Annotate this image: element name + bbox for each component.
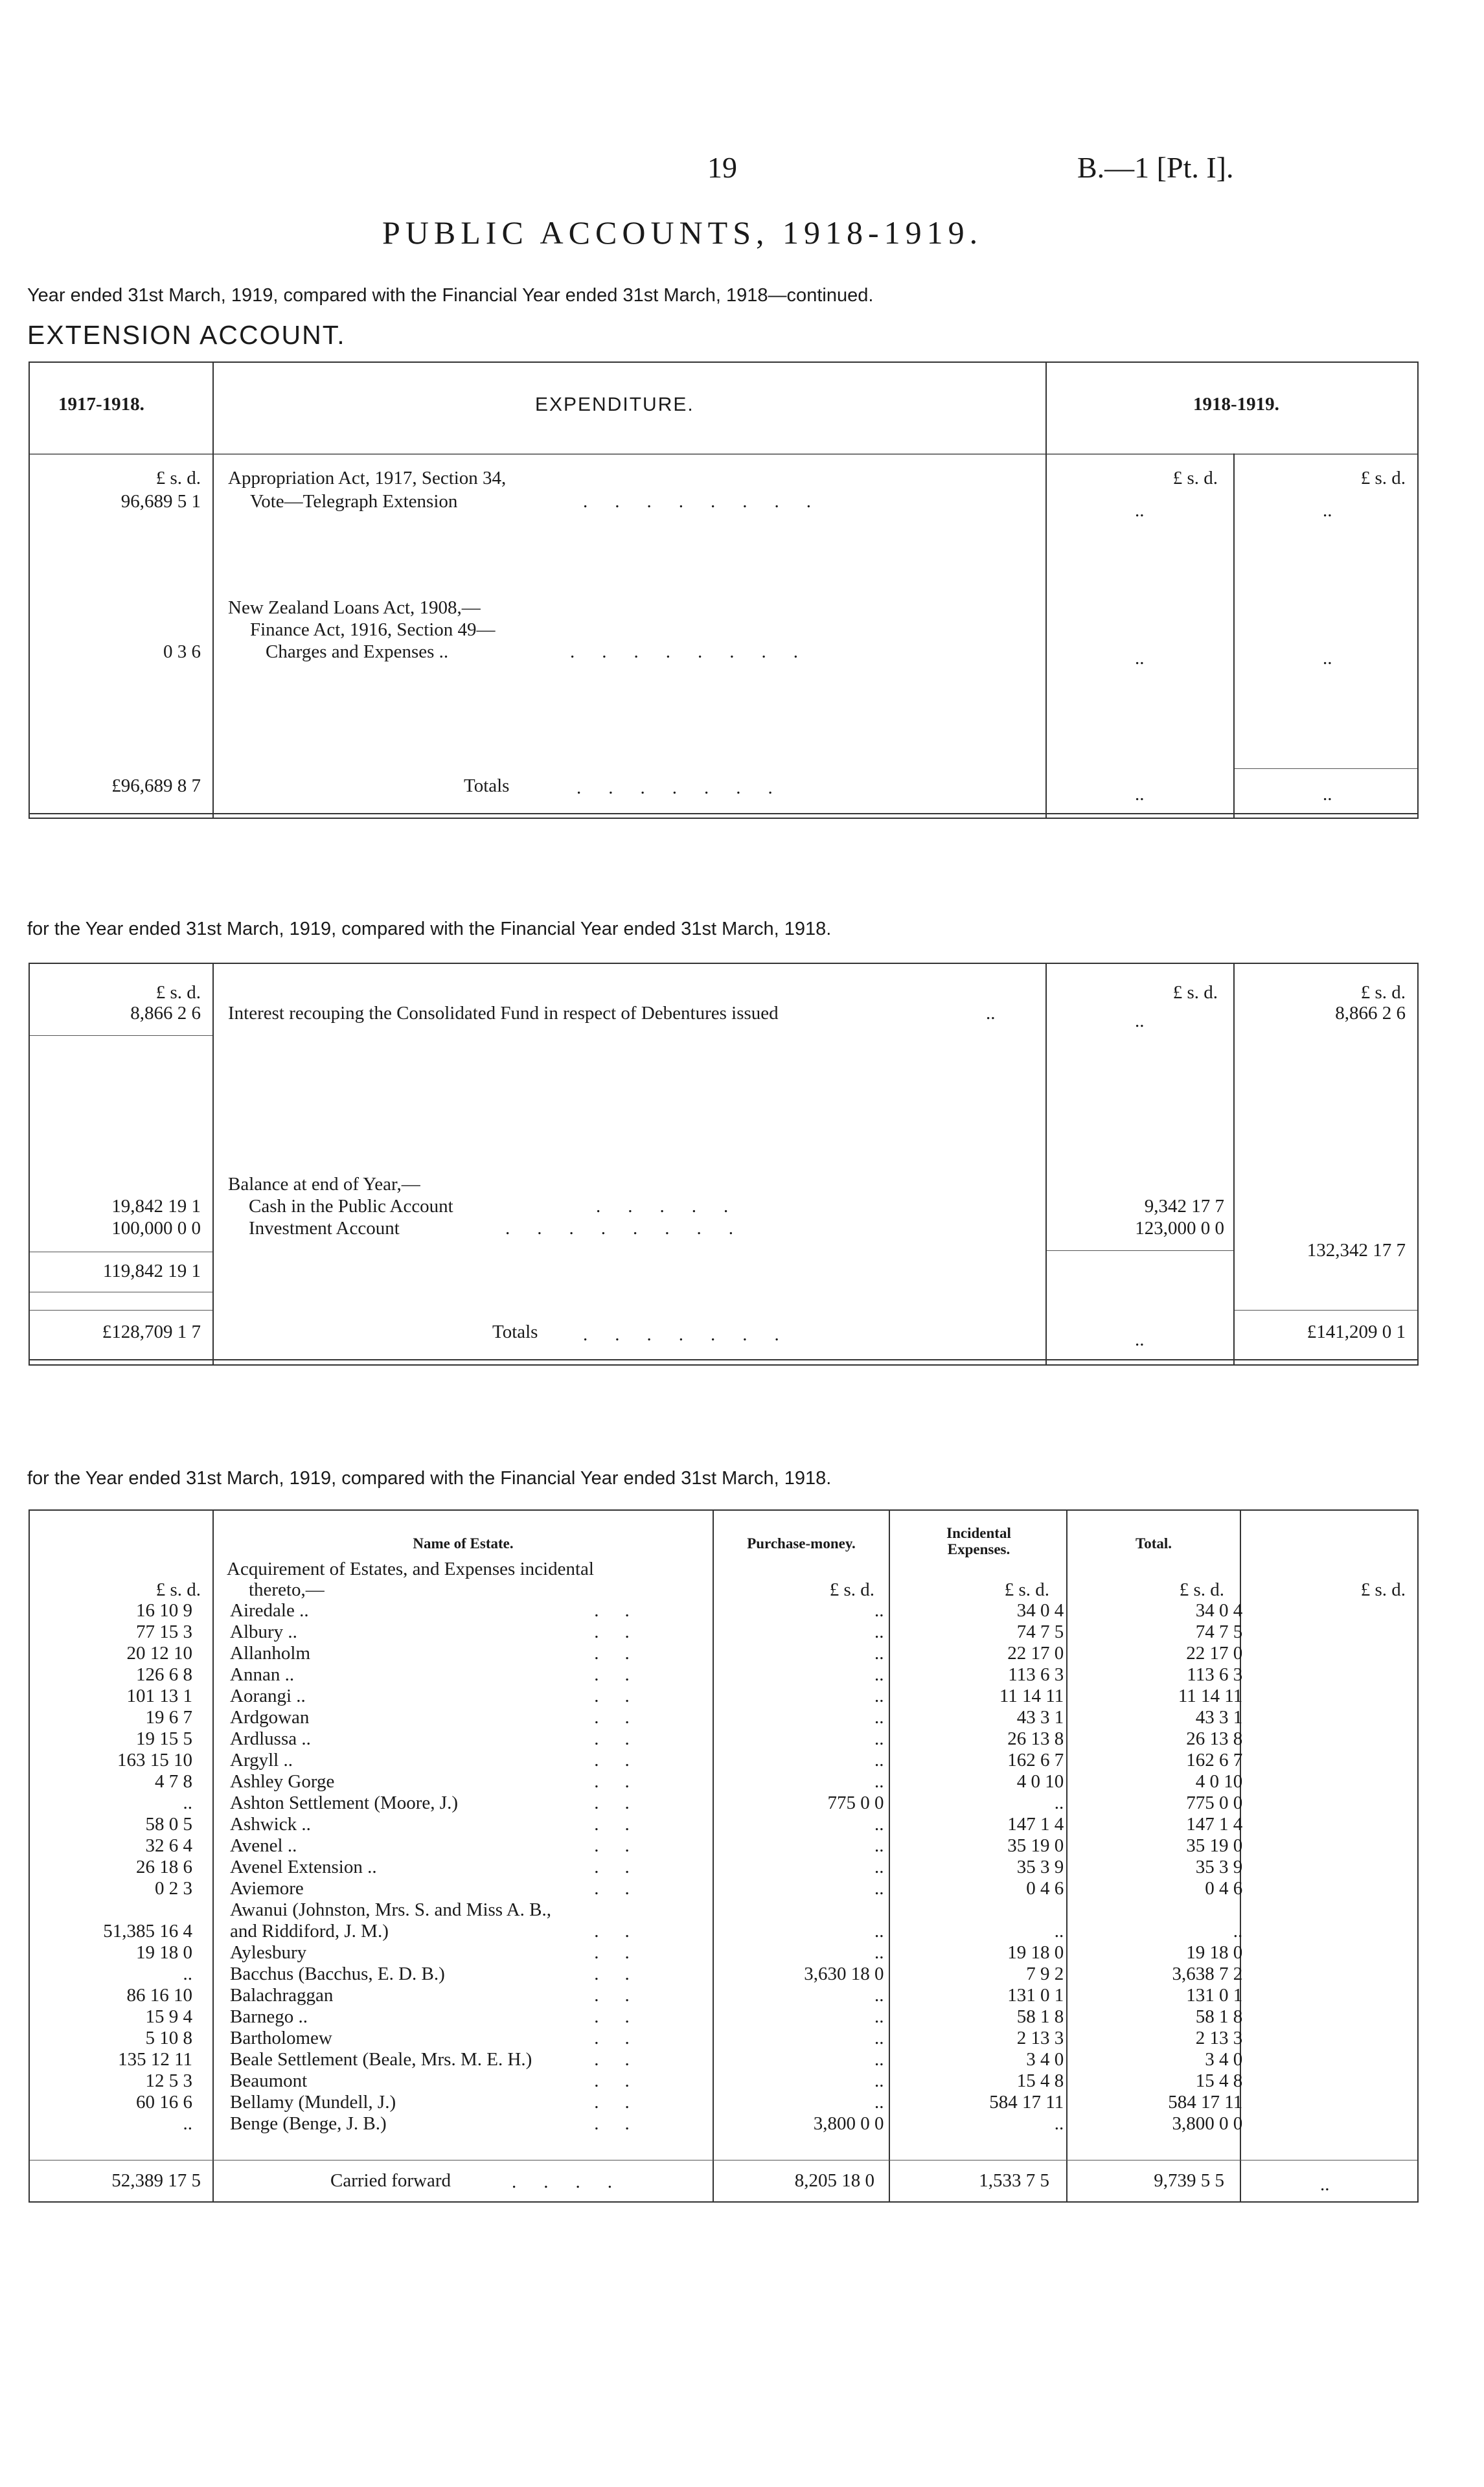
leader-dots: .. [594, 2113, 656, 2134]
lsd-header: £ s. d. [829, 1579, 874, 1600]
leader-dots: .. [594, 1771, 656, 1792]
estate-purchase-money: .. [874, 1985, 884, 2006]
estate-blank [1258, 1707, 1415, 1728]
estate-purchase-money: .. [874, 2092, 884, 2113]
estate-name: Allanholm [230, 1643, 311, 1664]
leader-dots: .. [594, 1814, 656, 1835]
estate-prev-amount: .. [183, 1964, 192, 1984]
blank-amount: .. [1323, 648, 1332, 669]
estate-total: 3,800 0 0 [1172, 2113, 1243, 2134]
blank-amount: .. [1135, 500, 1145, 521]
table-row [31, 1750, 1415, 1771]
estates-intro: Acquirement of Estates, and Expenses incidental [227, 1559, 594, 1579]
leader-dots: .. [594, 2092, 656, 2113]
cash-1918: 9,342 17 7 [1144, 1196, 1224, 1217]
estate-incidental: 11 14 11 [999, 1686, 1064, 1706]
estate-total: 35 3 9 [1195, 1857, 1243, 1877]
section-caption: for the Year ended 31st March, 1919, compared with the Financial Year ended 31st March, 1918. [27, 919, 832, 939]
table-row [31, 1985, 1415, 2006]
estate-name: Beale Settlement (Beale, Mrs. M. E. H.) [230, 2049, 532, 2070]
estate-prev-amount: 15 9 4 [145, 2006, 192, 2027]
estate-purchase-money: .. [874, 1622, 884, 1642]
estate-purchase-money [719, 1899, 900, 1921]
column-1917-1918: 1917-1918. [58, 394, 144, 415]
table-row [31, 1643, 1415, 1664]
leader-dots: .. [594, 1664, 656, 1685]
total-1917: £96,689 8 7 [111, 775, 201, 796]
leader-dots: .. [594, 1878, 656, 1899]
leader-dots: .. [594, 1835, 656, 1856]
table-row [31, 1857, 1415, 1878]
estate-incidental: .. [1054, 1921, 1064, 1942]
lsd-header: £ s. d. [1172, 468, 1218, 488]
estate-incidental: 34 0 4 [1016, 1600, 1064, 1621]
estate-prev-amount: 19 15 5 [136, 1728, 192, 1749]
table-row [31, 1686, 1415, 1707]
expenditure-item: New Zealand Loans Act, 1908,— [228, 597, 481, 618]
interest-1917: 8,866 2 6 [130, 1003, 201, 1024]
estate-total: 113 6 3 [1187, 1664, 1243, 1685]
estate-total: 11 14 11 [1178, 1686, 1243, 1706]
estate-prev-amount: .. [183, 1793, 192, 1813]
column-purchase-money: Purchase-money. [747, 1535, 856, 1552]
estate-prev-amount: 19 6 7 [145, 1707, 192, 1728]
page-number: 19 [707, 151, 737, 184]
estate-incidental: 4 0 10 [1016, 1771, 1064, 1792]
estate-name: Avenel Extension .. [230, 1857, 377, 1877]
table-row [31, 1899, 1415, 1921]
estate-blank [1258, 1899, 1415, 1921]
estate-incidental: 58 1 8 [1016, 2006, 1064, 2027]
estate-blank [1258, 1771, 1415, 1793]
leader-dots: .. [594, 1985, 656, 2006]
estate-blank [1258, 2028, 1415, 2049]
estate-prev-amount: 77 15 3 [136, 1622, 192, 1642]
cash-label: Cash in the Public Account [249, 1196, 453, 1217]
estate-total: 147 1 4 [1186, 1814, 1243, 1835]
table-row [31, 2092, 1415, 2113]
estate-purchase-money: .. [874, 2028, 884, 2048]
table-row [31, 1835, 1415, 1857]
estate-purchase-money: .. [874, 1686, 884, 1706]
leader-dots: .. [594, 2070, 656, 2091]
estate-blank [1258, 1686, 1415, 1707]
estate-total: 15 4 8 [1195, 2070, 1243, 2091]
estate-name: Bellamy (Mundell, J.) [230, 2092, 396, 2113]
blank-amount: .. [1135, 1329, 1145, 1350]
estate-prev-amount: 126 6 8 [136, 1664, 192, 1685]
estate-blank [1258, 1985, 1415, 2006]
expenditure-item: Appropriation Act, 1917, Section 34, [228, 468, 507, 488]
estate-blank [1258, 1664, 1415, 1686]
investment-1918: 123,000 0 0 [1135, 1218, 1224, 1239]
table-row [31, 1664, 1415, 1686]
estate-total: 34 0 4 [1195, 1600, 1243, 1621]
estate-total [1079, 1899, 1258, 1921]
lsd-header: £ s. d. [155, 468, 201, 488]
table-row [31, 1793, 1415, 1814]
estate-purchase-money: .. [874, 2049, 884, 2070]
leader-dots: .. [594, 1600, 656, 1621]
estate-purchase-money: .. [874, 1942, 884, 1963]
estate-prev-amount: 135 12 11 [118, 2049, 192, 2070]
interest-label: Interest recouping the Consolidated Fund in respect of Debentures issued [228, 1003, 779, 1024]
estate-incidental: 0 4 6 [1026, 1878, 1064, 1899]
estate-incidental: 35 19 0 [1007, 1835, 1064, 1856]
balance-heading: Balance at end of Year,— [228, 1174, 420, 1195]
estate-purchase-money: 3,630 18 0 [804, 1964, 884, 1984]
estate-name: Benge (Benge, J. B.) [230, 2113, 387, 2134]
estate-incidental: 584 17 11 [989, 2092, 1064, 2113]
estate-incidental: 131 0 1 [1007, 1985, 1064, 2006]
carried-forward-blank: .. [1320, 2174, 1330, 2195]
table-row [31, 1964, 1415, 1985]
column-total: Total. [1135, 1535, 1172, 1552]
leader-dots: .. [594, 1686, 656, 1706]
estate-incidental: 74 7 5 [1016, 1622, 1064, 1642]
lsd-header: £ s. d. [1172, 982, 1218, 1003]
estate-incidental: 19 18 0 [1007, 1942, 1064, 1963]
lsd-header: £ s. d. [155, 982, 201, 1003]
estate-name: Ardlussa .. [230, 1728, 311, 1749]
estate-total: 74 7 5 [1195, 1622, 1243, 1642]
page-subtitle: Year ended 31st March, 1919, compared with the Financial Year ended 31st March, 1918—continued. [27, 285, 874, 306]
estate-prev-amount: 0 2 3 [155, 1878, 192, 1899]
carried-forward-total: 9,739 5 5 [1154, 2170, 1224, 2191]
estate-prev-amount: 26 18 6 [136, 1857, 192, 1877]
leader-dots: .. [594, 1750, 656, 1771]
estate-total: 19 18 0 [1186, 1942, 1243, 1963]
leader-dots: .. [594, 1728, 656, 1749]
estate-prev-amount: 101 13 1 [126, 1686, 192, 1706]
section-caption: for the Year ended 31st March, 1919, compared with the Financial Year ended 31st March, 1918. [27, 1468, 832, 1489]
lsd-header: £ s. d. [1360, 468, 1406, 488]
table-row [31, 2028, 1415, 2049]
interest-1918: 8,866 2 6 [1335, 1003, 1406, 1024]
estate-purchase-money: .. [874, 1857, 884, 1877]
investment-1917: 100,000 0 0 [111, 1218, 201, 1239]
estate-name: Bacchus (Bacchus, E. D. B.) [230, 1964, 445, 1984]
estate-purchase-money: 775 0 0 [827, 1793, 884, 1813]
document-reference: B.—1 [Pt. I]. [1077, 151, 1234, 184]
estate-purchase-money: .. [874, 1664, 884, 1685]
blank-amount: .. [1323, 784, 1332, 805]
total-1917: £128,709 1 7 [102, 1322, 201, 1342]
estate-incidental: 15 4 8 [1016, 2070, 1064, 2091]
estate-blank [1258, 1921, 1415, 1942]
table-row [31, 1707, 1415, 1728]
estate-purchase-money: 3,800 0 0 [813, 2113, 884, 2134]
carried-forward-incidental: 1,533 7 5 [979, 2170, 1049, 2191]
estates-intro: thereto,— [249, 1579, 325, 1600]
estate-purchase-money: .. [874, 1835, 884, 1856]
estate-prev-amount: 163 15 10 [117, 1750, 192, 1771]
expenditure-item: Charges and Expenses .. [266, 641, 449, 662]
estate-prev-amount: 4 7 8 [155, 1771, 192, 1792]
estate-purchase-money: .. [874, 1878, 884, 1899]
leader-dots: .. [594, 2006, 656, 2027]
estate-incidental: 162 6 7 [1007, 1750, 1064, 1771]
estate-purchase-money: .. [874, 2070, 884, 2091]
estate-purchase-money: .. [874, 2006, 884, 2027]
lsd-header: £ s. d. [1360, 982, 1406, 1003]
estate-total: 4 0 10 [1195, 1771, 1243, 1792]
estate-prev-amount: 16 10 9 [136, 1600, 192, 1621]
estate-blank [1258, 1728, 1415, 1750]
estate-incidental: 43 3 1 [1016, 1707, 1064, 1728]
estate-name: Ashton Settlement (Moore, J.) [230, 1793, 458, 1813]
table-row [31, 1942, 1415, 1964]
estate-purchase-money: .. [874, 1750, 884, 1771]
subtotal-1917: 119,842 19 1 [102, 1261, 201, 1281]
table-row [31, 1921, 1415, 1942]
estate-total: 3 4 0 [1205, 2049, 1243, 2070]
column-incidental-expenses: Incidental Expenses. [946, 1525, 1011, 1557]
estate-purchase-money: .. [874, 1707, 884, 1728]
table-row [31, 1771, 1415, 1793]
leader-dots: .. [594, 1622, 656, 1642]
estate-name: and Riddiford, J. M.) [230, 1921, 389, 1942]
estate-name: Annan .. [230, 1664, 295, 1685]
estate-total: 775 0 0 [1186, 1793, 1243, 1813]
estate-blank [1258, 1964, 1415, 1985]
carried-forward-label: Carried forward [330, 2170, 451, 2191]
blank-amount: .. [1323, 500, 1332, 521]
table-row [31, 2049, 1415, 2070]
amount-1917: 0 3 6 [163, 641, 201, 662]
estate-prev-amount: .. [183, 2113, 192, 2134]
estate-prev-amount [31, 1899, 207, 1921]
lsd-header: £ s. d. [1360, 1579, 1406, 1600]
table-row [31, 1600, 1415, 1622]
totals-label: Totals [464, 775, 510, 796]
estate-blank [1258, 1643, 1415, 1664]
blank-amount: .. [1135, 648, 1145, 669]
column-1918-1919: 1918-1919. [1193, 394, 1279, 415]
estate-purchase-money: .. [874, 1600, 884, 1621]
lsd-header: £ s. d. [155, 1579, 201, 1600]
estate-name: Beaumont [230, 2070, 308, 2091]
carried-forward-purchase: 8,205 18 0 [794, 2170, 874, 2191]
estate-blank [1258, 2006, 1415, 2028]
estate-purchase-money: .. [874, 1728, 884, 1749]
leader-dots: .. [594, 2049, 656, 2070]
estate-purchase-money: .. [874, 1921, 884, 1942]
leader-dots [594, 1899, 719, 1921]
leader-dots: .. [594, 1793, 656, 1813]
leader-dots: .. [594, 2028, 656, 2048]
leader-dots: .. [594, 1857, 656, 1877]
estate-blank [1258, 1793, 1415, 1814]
estate-prev-amount: 32 6 4 [145, 1835, 192, 1856]
estate-purchase-money: .. [874, 1771, 884, 1792]
expenditure-item: Vote—Telegraph Extension [250, 491, 458, 512]
estate-total: 131 0 1 [1186, 1985, 1243, 2006]
estate-prev-amount: 86 16 10 [126, 1985, 192, 2006]
estate-incidental: 7 9 2 [1026, 1964, 1064, 1984]
estate-blank [1258, 2049, 1415, 2070]
estate-incidental: 26 13 8 [1007, 1728, 1064, 1749]
estate-prev-amount: 60 16 6 [136, 2092, 192, 2113]
estate-total: 2 13 3 [1195, 2028, 1243, 2048]
estate-incidental: .. [1054, 1793, 1064, 1813]
blank-amount: .. [1135, 1011, 1145, 1031]
leader-dots: .. [594, 1921, 656, 1942]
table-row [31, 2113, 1415, 2135]
estate-name: Aviemore [230, 1878, 304, 1899]
estate-name: Airedale .. [230, 1600, 309, 1621]
cash-1917: 19,842 19 1 [111, 1196, 201, 1217]
estate-name: Albury .. [230, 1622, 297, 1642]
estate-name: Aylesbury [230, 1942, 307, 1963]
lsd-header: £ s. d. [1004, 1579, 1049, 1600]
estate-incidental: 3 4 0 [1026, 2049, 1064, 2070]
page-title: PUBLIC ACCOUNTS, 1918-1919. [382, 214, 983, 251]
estate-name: Argyll .. [230, 1750, 293, 1771]
table-row [31, 1814, 1415, 1835]
totals-label: Totals [492, 1322, 538, 1342]
estate-name: Avenel .. [230, 1835, 297, 1856]
estate-blank [1258, 1750, 1415, 1771]
estate-blank [1258, 1857, 1415, 1878]
estate-prev-amount: 51,385 16 4 [103, 1921, 192, 1942]
estate-prev-amount: 20 12 10 [126, 1643, 192, 1664]
leader-dots: .. [594, 1942, 656, 1963]
expenditure-item: Finance Act, 1916, Section 49— [250, 619, 496, 640]
estate-incidental: .. [1054, 2113, 1064, 2134]
estate-total: 35 19 0 [1186, 1835, 1243, 1856]
estate-prev-amount: 12 5 3 [145, 2070, 192, 2091]
estate-blank [1258, 1600, 1415, 1622]
estate-total: 162 6 7 [1186, 1750, 1243, 1771]
estate-purchase-money: .. [874, 1814, 884, 1835]
estate-name: Barnego .. [230, 2006, 308, 2027]
estate-total: 3,638 7 2 [1172, 1964, 1243, 1984]
estate-name: Ashley Gorge [230, 1771, 335, 1792]
estate-name: Ardgowan [230, 1707, 310, 1728]
estate-name: Awanui (Johnston, Mrs. S. and Miss A. B., [230, 1899, 552, 1920]
estate-incidental: 2 13 3 [1016, 2028, 1064, 2048]
estate-total: 584 17 11 [1168, 2092, 1243, 2113]
estate-total: 22 17 0 [1186, 1643, 1243, 1664]
estate-prev-amount: 58 0 5 [145, 1814, 192, 1835]
table-row [31, 1728, 1415, 1750]
estate-total: 0 4 6 [1205, 1878, 1243, 1899]
leader-dots: .. [594, 1643, 656, 1664]
subtotal-1918: 132,342 17 7 [1307, 1240, 1406, 1261]
estate-name: Aorangi .. [230, 1686, 306, 1706]
estate-blank [1258, 2070, 1415, 2092]
estate-blank [1258, 1835, 1415, 1857]
estate-blank [1258, 1622, 1415, 1643]
estate-total: .. [1233, 1921, 1243, 1942]
blank-amount: .. [1135, 784, 1145, 805]
estate-prev-amount: 5 10 8 [145, 2028, 192, 2048]
estate-total: 58 1 8 [1195, 2006, 1243, 2027]
table-row [31, 1622, 1415, 1643]
section-heading: EXTENSION ACCOUNT. [27, 320, 346, 350]
estate-purchase-money: .. [874, 1643, 884, 1664]
estate-total: 26 13 8 [1186, 1728, 1243, 1749]
estate-name: Balachraggan [230, 1985, 334, 2006]
estate-incidental: 35 3 9 [1016, 1857, 1064, 1877]
estate-name: Ashwick .. [230, 1814, 311, 1835]
estate-incidental: 147 1 4 [1007, 1814, 1064, 1835]
lsd-header: £ s. d. [1179, 1579, 1224, 1600]
estate-blank [1258, 1814, 1415, 1835]
total-1918: £141,209 0 1 [1307, 1322, 1406, 1342]
column-expenditure: EXPENDITURE. [535, 394, 694, 415]
estate-name: Bartholomew [230, 2028, 332, 2048]
estate-prev-amount: 19 18 0 [136, 1942, 192, 1963]
estate-blank [1258, 1942, 1415, 1964]
estate-blank [1258, 2092, 1415, 2113]
carried-forward-1917: 52,389 17 5 [111, 2170, 201, 2191]
estate-blank [1258, 1878, 1415, 1899]
estate-incidental [899, 1899, 1079, 1921]
table-row [31, 2006, 1415, 2028]
estate-blank [1258, 2113, 1415, 2135]
estate-total: 43 3 1 [1195, 1707, 1243, 1728]
investment-label: Investment Account [249, 1218, 400, 1239]
estate-incidental: 113 6 3 [1008, 1664, 1064, 1685]
table-row [31, 2070, 1415, 2092]
column-name-of-estate: Name of Estate. [413, 1535, 514, 1552]
table-row [31, 1878, 1415, 1899]
leader-dots: .. [594, 1964, 656, 1984]
amount-1917: 96,689 5 1 [120, 491, 201, 512]
estates-rows [31, 1600, 1415, 2135]
leader-dots: .. [594, 1707, 656, 1728]
estate-incidental: 22 17 0 [1007, 1643, 1064, 1664]
